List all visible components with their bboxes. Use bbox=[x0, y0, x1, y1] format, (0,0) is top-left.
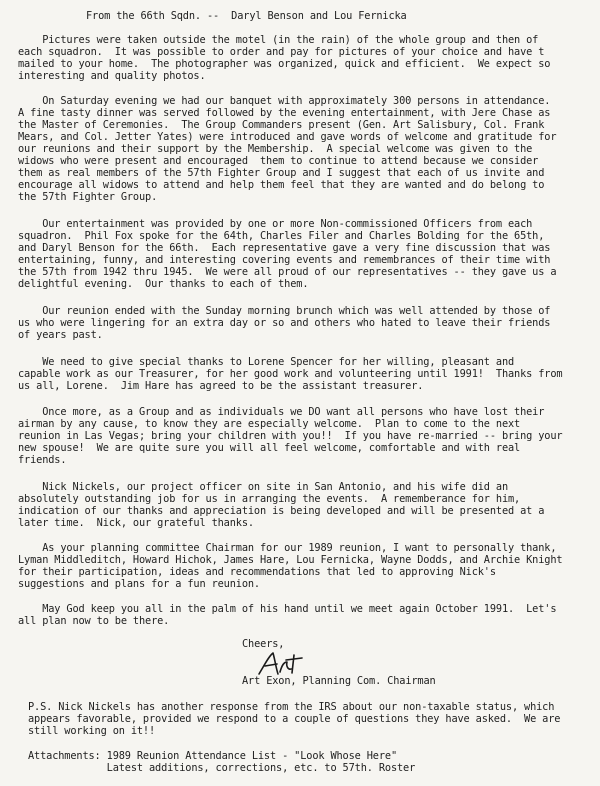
attachments-line-2: Latest additions, corrections, etc. to 57th. Roster bbox=[28, 762, 416, 774]
paragraph-2-line-4: Mears, and Col. Jetter Yates) were introduced and gave words of welcome and gratitude for bbox=[18, 131, 557, 143]
attachments-line-1: Attachments: 1989 Reunion Attendance List - "Look Whose Here" bbox=[28, 750, 398, 762]
paragraph-3-line-6: delightful evening. Our thanks to each of them. bbox=[18, 278, 309, 290]
paragraph-6-line-3: reunion in Las Vegas; bring your children with you!! If you have re-married -- bring your bbox=[18, 430, 563, 442]
closing: Cheers, bbox=[242, 638, 285, 650]
paragraph-2-line-9: the 57th Fighter Group. bbox=[18, 191, 158, 203]
postscript-line-3: still working on it!! bbox=[28, 725, 156, 737]
paragraph-7-line-2: absolutely outstanding job for us in arranging the events. A rememberance for him, bbox=[18, 493, 521, 505]
handwritten-signature bbox=[256, 650, 306, 678]
paragraph-2-line-8: encourage all widows to attend and help them feel that they are wanted and do belong to bbox=[18, 179, 545, 191]
paragraph-3-line-2: squadron. Phil Fox spoke for the 64th, Charles Filer and Charles Bolding for the 65th, bbox=[18, 230, 545, 242]
paragraph-5-line-2: capable work as our Treasurer, for her good work and volunteering until 1991! Thanks from bbox=[18, 368, 563, 380]
paragraph-8-line-1: As your planning committee Chairman for our 1989 reunion, I want to personally thank, bbox=[18, 542, 557, 554]
paragraph-1-line-3: mailed to your home. The photographer was organized, quick and efficient. We expect so bbox=[18, 58, 551, 70]
paragraph-8-line-2: Lyman Middleditch, Howard Hichok, James Hare, Lou Fernicka, Wayne Dodds, and Archie Knight bbox=[18, 554, 563, 566]
paragraph-8-line-4: suggestions and plans for a fun reunion. bbox=[18, 578, 260, 590]
paragraph-2-line-2: A fine tasty dinner was served followed by the evening entertainment, with Jere Chase as bbox=[18, 107, 551, 119]
paragraph-6-line-4: new spouse! We are quite sure you will all feel welcome, comfortable and with real bbox=[18, 442, 521, 454]
paragraph-5-line-3: us all, Lorene. Jim Hare has agreed to be the assistant treasurer. bbox=[18, 380, 424, 392]
paragraph-2-line-1: On Saturday evening we had our banquet with approximately 300 persons in attendance. bbox=[18, 95, 551, 107]
paragraph-9-line-1: May God keep you all in the palm of his hand until we meet again October 1991. Let's bbox=[18, 603, 557, 615]
paragraph-2-line-7: them as real members of the 57th Fighter Group and I suggest that each of us invite and bbox=[18, 167, 545, 179]
paragraph-7-line-1: Nick Nickels, our project officer on site in San Antonio, and his wife did an bbox=[18, 481, 508, 493]
paragraph-6-line-5: friends. bbox=[18, 454, 67, 466]
paragraph-3-line-3: and Daryl Benson for the 66th. Each representative gave a very fine discussion that was bbox=[18, 242, 551, 254]
paragraph-5-line-1: We need to give special thanks to Lorene Spencer for her willing, pleasant and bbox=[18, 356, 515, 368]
paragraph-1-line-4: interesting and quality photos. bbox=[18, 70, 206, 82]
paragraph-1-line-2: each squadron. It was possible to order and pay for pictures of your choice and have t bbox=[18, 46, 545, 58]
postscript-line-1: P.S. Nick Nickels has another response from the IRS about our non-taxable status, which bbox=[28, 701, 555, 713]
paragraph-2-line-6: widows who were present and encouraged them to continue to attend because we consider bbox=[18, 155, 539, 167]
paragraph-4-line-2: us who were lingering for an extra day or so and others who hated to leave their friends bbox=[18, 317, 551, 329]
paragraph-3-line-4: entertaining, funny, and interesting covering events and remembrances of their time with bbox=[18, 254, 551, 266]
paragraph-7-line-3: indication of our thanks and appreciation is being developed and will be presented at a bbox=[18, 505, 545, 517]
paragraph-1-line-1: Pictures were taken outside the motel (in the rain) of the whole group and then of bbox=[18, 34, 539, 46]
paragraph-4-line-3: of years past. bbox=[18, 329, 103, 341]
paragraph-7-line-4: later time. Nick, our grateful thanks. bbox=[18, 517, 254, 529]
paragraph-8-line-3: for their participation, ideas and recommendations that led to approving Nick's bbox=[18, 566, 496, 578]
paragraph-3-line-1: Our entertainment was provided by one or more Non-commissioned Officers from each bbox=[18, 218, 533, 230]
signatory: Art Exon, Planning Com. Chairman bbox=[242, 675, 436, 687]
paragraph-2-line-3: the Master of Ceremonies. The Group Commanders present (Gen. Art Salisbury, Col. Frank bbox=[18, 119, 545, 131]
paragraph-6-line-2: airman by any cause, to know they are especially welcome. Plan to come to the next bbox=[18, 418, 521, 430]
paragraph-6-line-1: Once more, as a Group and as individuals we DO want all persons who have lost their bbox=[18, 406, 545, 418]
paragraph-3-line-5: the 57th from 1942 thru 1945. We were all proud of our representatives -- they gave us a bbox=[18, 266, 557, 278]
paragraph-9-line-2: all plan now to be there. bbox=[18, 615, 170, 627]
letter-header: From the 66th Sqdn. -- Daryl Benson and Lou Fernicka bbox=[86, 10, 407, 22]
paragraph-2-line-5: our reunions and their support by the Membership. A special welcome was given to the bbox=[18, 143, 533, 155]
paragraph-4-line-1: Our reunion ended with the Sunday morning brunch which was well attended by those of bbox=[18, 305, 551, 317]
postscript-line-2: appears favorable, provided we respond to a couple of questions they have asked. We are bbox=[28, 713, 561, 725]
